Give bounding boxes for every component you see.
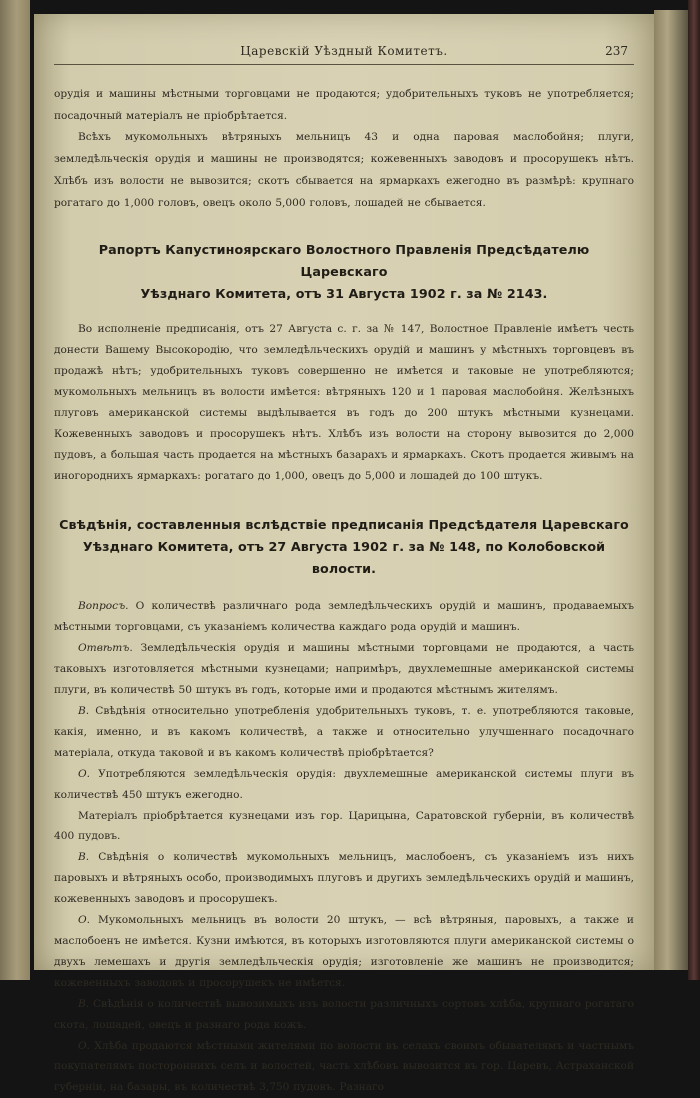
qa-item: [54, 1036, 634, 1098]
qa-text: Хлѣба продаются мѣстными жителями по волости въ селахъ своимъ обывателямъ и частнымъ покупателямъ постороннихъ селъ и волостей, часть хлѣбовъ вывозится въ гор. Царевъ, Астраханской губерніи, на базары, въ количествѣ 3,750 пудовъ. Разнаго: [54, 1040, 634, 1094]
qa-lead: Вопросъ.: [78, 600, 129, 612]
qa-lead: В.: [78, 998, 89, 1010]
qa-item: [54, 596, 634, 638]
qa-item: [54, 994, 634, 1036]
qa-lead: О.: [78, 1040, 90, 1052]
qa-item: [54, 764, 634, 806]
page-stack-edge: [654, 10, 688, 970]
section2-items: [54, 596, 634, 1098]
qa-lead: О.: [78, 914, 90, 926]
section1-body-block: [54, 319, 634, 486]
qa-item: [54, 638, 634, 701]
left-page-edge: [0, 0, 30, 980]
qa-text: Матеріалъ пріобрѣтается кузнецами изъ гор. Царицына, Саратовской губерніи, въ количествѣ 400 пудовъ.: [54, 810, 634, 843]
page-number: 237: [605, 44, 628, 58]
section1-heading: [54, 239, 634, 305]
section2-heading-line2: Уѣзднаго Комитета, отъ 27 Августа 1902 г. за № 148, по Колобовской волости.: [54, 536, 634, 580]
qa-text: Свѣдѣнія о количествѣ мукомольныхъ мельницъ, маслобоенъ, съ указаніемъ изъ нихъ паровыхъ и вѣтряныхъ особо, производимыхъ плуговъ и другихъ земледѣльческихъ орудій и машинъ, кожевенныхъ заводовъ и просорушекъ.: [54, 851, 634, 905]
qa-lead: В.: [78, 705, 89, 717]
qa-text: Свѣдѣнія о количествѣ вывозимыхъ изъ волости различныхъ сортовъ хлѣба, крупнаго рогатаго скота, лошадей, овецъ и разнаго рода кожъ.: [54, 998, 634, 1031]
qa-text: Свѣдѣнія относительно употребленія удобрительныхъ туковъ, т. е. употребляются таковые, какія, именно, и въ какомъ количествѣ, а также и относительно улучшеннаго посадочнаго матеріала, откуда таковой и въ какомъ количествѣ пріобрѣтается?: [54, 705, 634, 759]
qa-item: [54, 701, 634, 764]
section1-heading-line2: Уѣзднаго Комитета, отъ 31 Августа 1902 г. за № 2143.: [54, 283, 634, 305]
qa-item: [54, 847, 634, 910]
intro-paragraph-2: Всѣхъ мукомольныхъ вѣтряныхъ мельницъ 43 и одна паровая маслобойня; плуги, земледѣльческія орудія и машины не производятся; кожевенныхъ заводовъ и просорушекъ нѣтъ. Хлѣбъ изъ волости не вывозится; скотъ сбывается на ярмаркахъ ежегодно въ размѣрѣ: крупнаго рогатаго до 1,000 головъ, овецъ около 5,000 головъ, лошадей не сбывается.: [54, 127, 634, 214]
qa-text: Употребляются земледѣльческія орудія: двухлемешные американской системы плуги въ количествѣ 450 штукъ ежегодно.: [54, 768, 634, 801]
qa-lead: О.: [78, 768, 90, 780]
running-title: Царевскій Уѣздный Комитетъ.: [34, 44, 654, 58]
qa-lead: В.: [78, 851, 89, 863]
qa-text: Земледѣльческія орудія и машины мѣстными торговцами не продаются, а часть таковыхъ изготовляется мѣстными кузнецами; напримѣръ, двухлемешные американской системы плуги, въ количествѣ 50 штукъ въ годъ, которые ими и продаются мѣстнымъ жителямъ.: [54, 642, 634, 696]
book-page: [34, 14, 654, 970]
qa-item: [54, 910, 634, 994]
intro-paragraph-1: орудія и машины мѣстными торговцами не продаются; удобрительныхъ туковъ не употребляется; посадочный матеріалъ не пріобрѣтается.: [54, 84, 634, 127]
qa-text: Мукомольныхъ мельницъ въ волости 20 штукъ, — всѣ вѣтряныя, паровыхъ, а также и маслобоенъ не имѣется. Кузни имѣются, въ которыхъ изготовляются плуги американской системы о двухъ лемешахъ и другія земледѣльческія орудія; изготовленіе же машинъ не производится; кожевенныхъ заводовъ и просорушекъ не имѣется.: [54, 914, 634, 989]
qa-text: О количествѣ различнаго рода земледѣльческихъ орудій и машинъ, продаваемыхъ мѣстными торговцами, съ указаніемъ количества каждаго рода орудій и машинъ.: [54, 600, 634, 633]
section1-heading-line1: Рапортъ Капустиноярскаго Волостного Правленія Предсѣдателю Царевскаго: [54, 239, 634, 283]
page-content: [54, 84, 634, 1098]
book-spine: [688, 0, 700, 980]
header-rule: [54, 64, 634, 65]
qa-item: [54, 806, 634, 848]
section2-heading-line1: Свѣдѣнія, составленныя вслѣдствіе предписанія Предсѣдателя Царевскаго: [54, 514, 634, 536]
page-header: [34, 44, 654, 64]
section2-heading: [54, 514, 634, 580]
section1-body: Во исполненіе предписанія, отъ 27 Августа с. г. за № 147, Волостное Правленіе имѣетъ честь донести Вашему Высокородію, что земледѣльческихъ орудій и машинъ у мѣстныхъ торговцевъ въ продажѣ нѣтъ; удобрительныхъ туковъ совершенно не имѣется и таковые не употребляются; мукомольныхъ мельницъ въ волости имѣется: вѣтряныхъ 120 и 1 паровая маслобойня. Желѣзныхъ плуговъ американской системы выдѣлывается въ годъ до 200 штукъ мѣстными кузнецами. Кожевенныхъ заводовъ и просорушекъ нѣтъ. Хлѣбъ изъ волости на сторону вывозится до 2,000 пудовъ, а большая часть продается на мѣстныхъ базарахъ и ярмаркахъ. Скотъ продается живымъ на иногороднихъ ярмаркахъ: рогатаго до 1,000, овецъ до 5,000 и лошадей до 100 штукъ.: [54, 319, 634, 486]
qa-lead: Отвѣтъ.: [78, 642, 133, 654]
